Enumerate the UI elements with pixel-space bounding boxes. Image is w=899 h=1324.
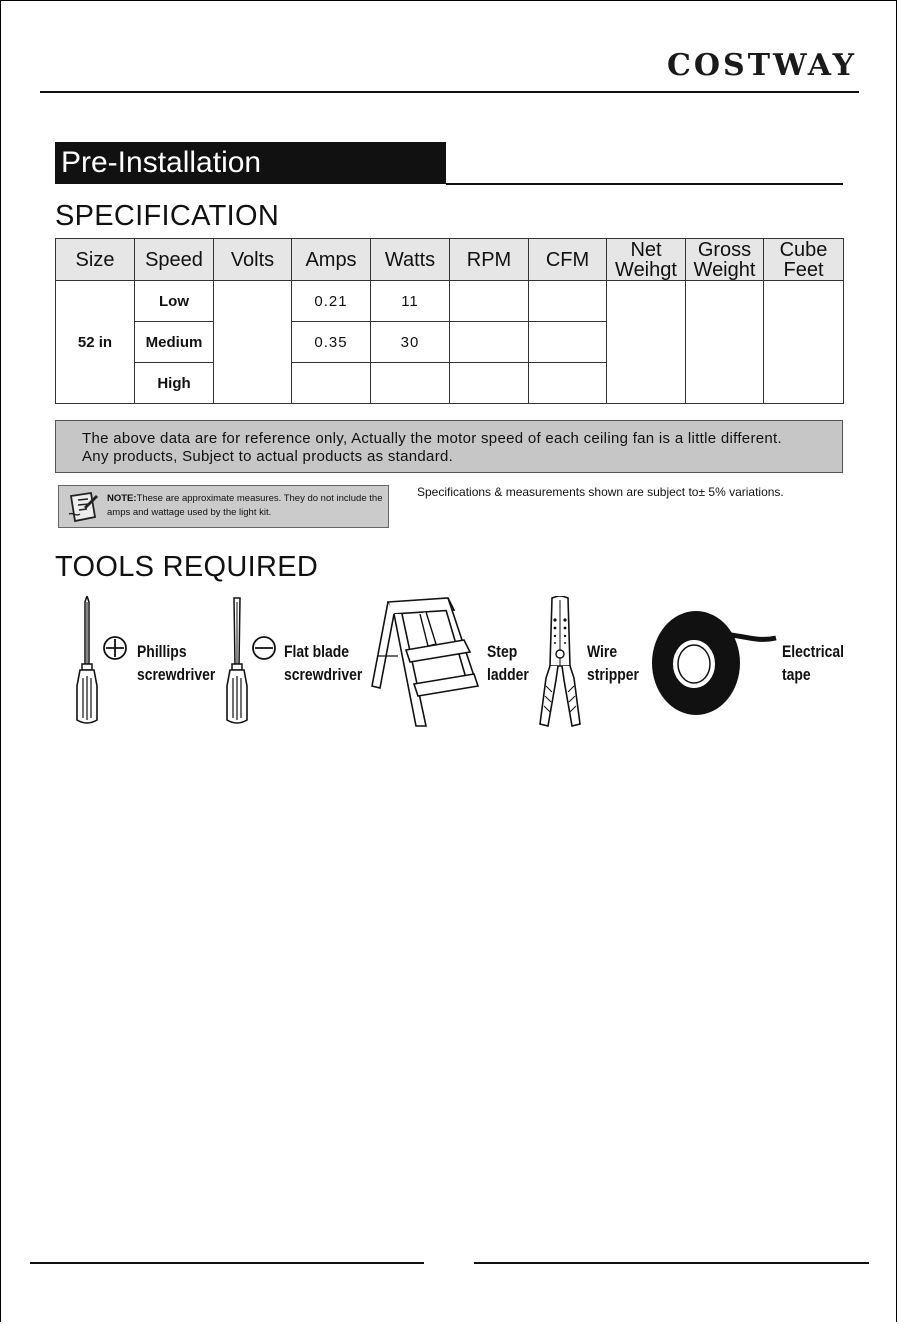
tool-label-line: ladder — [487, 665, 529, 684]
table-header-row — [56, 239, 844, 281]
wire-stripper-icon — [536, 596, 584, 728]
volts-cell — [214, 281, 292, 404]
tool-label-electrical-tape — [782, 640, 844, 686]
gross-weight-cell — [686, 281, 764, 404]
column-header-label: Cube — [779, 238, 828, 261]
brand-logo: COSTWAY — [667, 48, 857, 83]
tool-label-phillips — [137, 640, 215, 686]
cfm-cell — [529, 363, 607, 404]
rpm-cell — [450, 281, 529, 322]
column-header-size — [56, 239, 135, 281]
electrical-tape-icon — [650, 608, 780, 718]
net-weight-cell — [607, 281, 686, 404]
column-header-amps — [292, 239, 371, 281]
tool-label-wire-stripper — [587, 640, 639, 686]
watts-cell: 11 — [371, 281, 450, 322]
step-ladder-icon — [370, 596, 480, 728]
column-header-rpm — [450, 239, 529, 281]
specification-heading: SPECIFICATION — [55, 200, 280, 232]
column-header-net-weight — [607, 239, 686, 281]
tool-label-line: Electrical — [782, 642, 844, 661]
note-pad-icon — [66, 490, 100, 524]
footer-rule-left — [30, 1262, 424, 1264]
tool-label-line: Step — [487, 642, 518, 661]
column-header-label: CFM — [545, 248, 590, 271]
note-text — [107, 492, 387, 520]
column-header-cfm — [529, 239, 607, 281]
amps-cell — [292, 363, 371, 404]
size-cell: 52 in — [56, 281, 135, 404]
section-title-rule — [446, 183, 843, 185]
tool-label-step-ladder — [487, 640, 529, 686]
footer-rule-right — [474, 1262, 869, 1264]
note-box — [58, 485, 389, 528]
column-header-label: Watts — [384, 248, 436, 271]
amps-cell: 0.21 — [292, 281, 371, 322]
cube-feet-cell — [764, 281, 844, 404]
column-header-label: Size — [75, 248, 115, 271]
tool-label-line: tape — [782, 665, 811, 684]
column-header-label: Weihgt — [615, 258, 677, 281]
flat-blade-screwdriver-icon — [222, 596, 282, 726]
column-header-label: Gross — [697, 238, 752, 261]
disclaimer-box — [55, 420, 843, 473]
specification-table — [55, 238, 844, 404]
column-header-label: Speed — [145, 248, 203, 271]
column-header-label: Feet — [783, 258, 824, 281]
speed-cell: Medium — [135, 322, 214, 363]
watts-cell — [371, 363, 450, 404]
note-label: NOTE: — [107, 493, 137, 504]
column-header-label: Volts — [230, 248, 275, 271]
column-header-label: Amps — [305, 248, 357, 271]
tool-label-line: Flat blade — [284, 642, 350, 661]
section-title: Pre-Installation — [55, 142, 446, 184]
column-header-speed — [135, 239, 214, 281]
tool-label-line: Wire — [587, 642, 618, 661]
tools-heading: TOOLS REQUIRED — [55, 551, 319, 583]
cfm-cell — [529, 281, 607, 322]
column-header-label: Weight — [693, 258, 756, 281]
tool-label-line: screwdriver — [137, 665, 216, 684]
tool-label-line: stripper — [587, 665, 639, 684]
column-header-gross-weight — [686, 239, 764, 281]
rpm-cell — [450, 363, 529, 404]
rpm-cell — [450, 322, 529, 363]
column-header-cube-feet — [764, 239, 844, 281]
speed-cell: Low — [135, 281, 214, 322]
variation-note: Specifications & measurements shown are subject to± 5% variations. — [417, 485, 784, 499]
tool-label-line: screwdriver — [284, 665, 363, 684]
watts-cell: 30 — [371, 322, 450, 363]
table-row — [56, 281, 844, 322]
column-header-label: RPM — [466, 248, 512, 271]
amps-cell: 0.35 — [292, 322, 371, 363]
note-body: These are approximate measures. They do not include the amps and wattage used by the light kit. — [107, 493, 383, 518]
disclaimer-line: Any products, Subject to actual products as standard. — [82, 448, 454, 465]
phillips-screwdriver-icon — [72, 596, 132, 726]
cfm-cell — [529, 322, 607, 363]
speed-cell: High — [135, 363, 214, 404]
column-header-label: Net — [630, 238, 662, 261]
column-header-watts — [371, 239, 450, 281]
header-divider — [40, 91, 859, 93]
disclaimer-line: The above data are for reference only, Actually the motor speed of each ceiling fan is a little different. — [82, 430, 782, 447]
tool-label-flat-blade — [284, 640, 362, 686]
column-header-volts — [214, 239, 292, 281]
tool-label-line: Phillips — [137, 642, 187, 661]
